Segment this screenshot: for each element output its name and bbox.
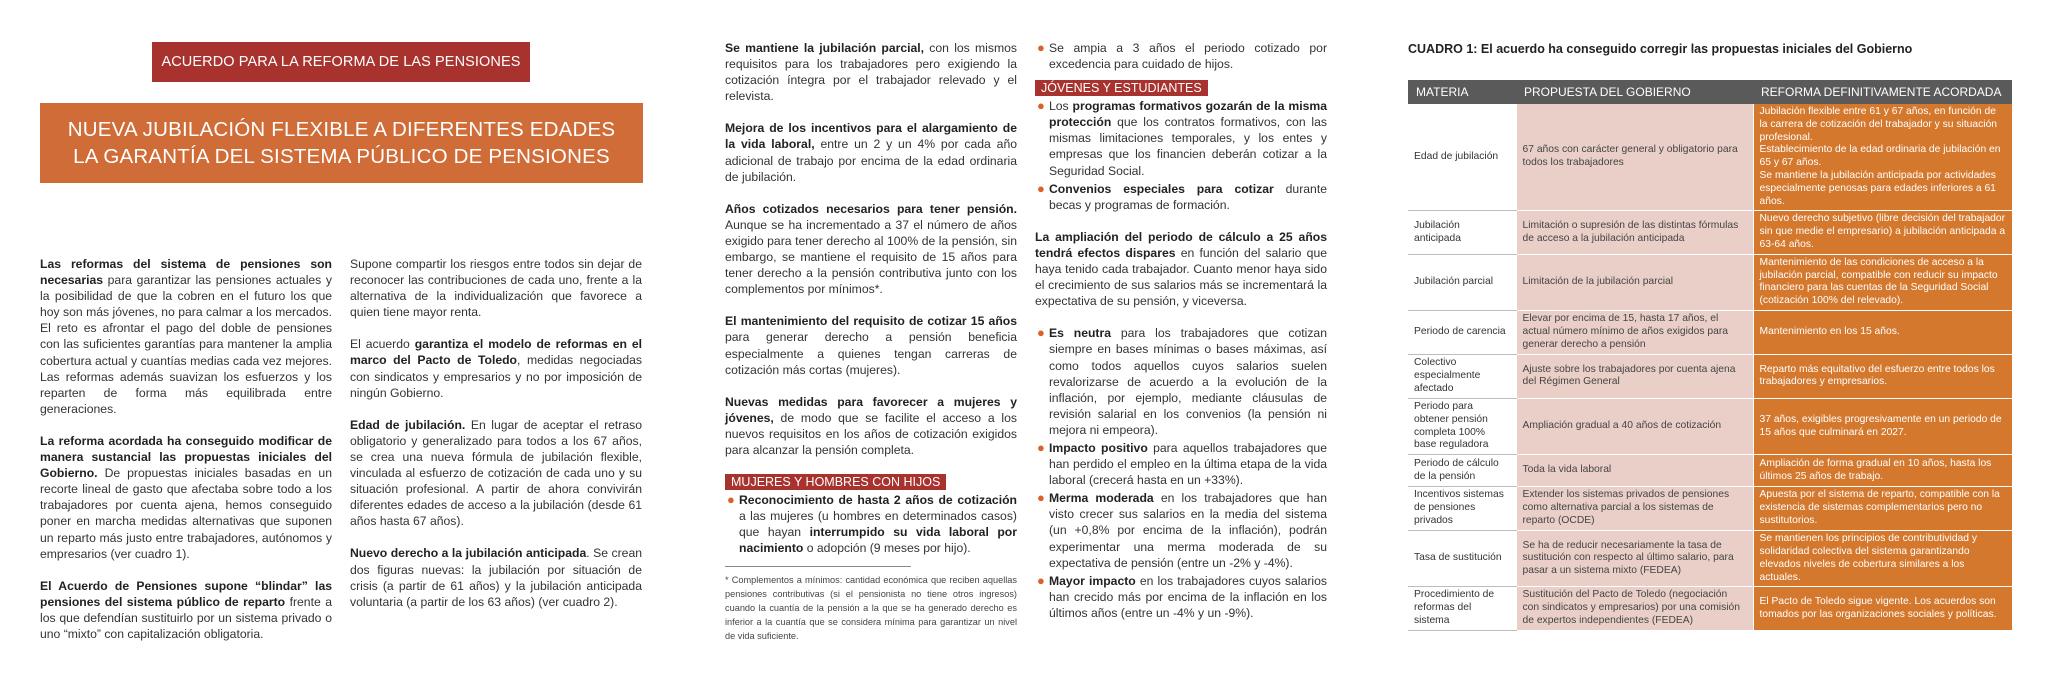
cell-reforma: 37 años, exigibles progresivamente en un periodo de 15 años que culminará en 2027. <box>1753 398 2012 454</box>
table-row <box>1408 587 2012 630</box>
paragraph: Las reformas del sistema de pensiones son necesarias para garantizar las pensiones actuales y la posibilidad de que la cobren en el futuro los que hoy son más jóvenes, no para calmar a los mercados. El reto es afrontar el pago del doble de pensiones con las suficientes garantías para mantener la amplia cobertura actual y cuantías medias cada vez mejores. Las reformas además suavizan los esfuerzos y los reparten de forma más equilibrada entre generaciones. <box>40 257 332 416</box>
footnote: * Complementos a mínimos: cantidad económica que reciben aquellas pensiones contributivas (si el pensionista no tiene otros ingresos) cuando la cuantía de la pensión a la que se ha generado derecho es inferior a la cuantía que se considera mínima para garantizar un nivel de vida suficiente. <box>725 575 1017 642</box>
table-row <box>1408 104 2012 211</box>
paragraph: La reforma acordada ha conseguido modificar de manera sustancial las propuestas iniciales del Gobierno. De propuestas iniciales basadas en un recorte lineal de gasto que afectaba sobre todo a los trabajadores por cuenta ajena, hemos conseguido poner en marcha medidas alternativas que suponen un reparto más justo entre trabajadores, autónomos y empresarios (ver cuadro 1). <box>40 433 332 561</box>
bullet-icon: ● <box>1037 490 1045 506</box>
cell-materia: Edad de jubilación <box>1408 104 1516 211</box>
cell-propuesta: Limitación de la jubilación parcial <box>1516 254 1753 310</box>
bullet-icon: ● <box>1037 98 1045 114</box>
table-row <box>1408 211 2012 254</box>
header-materia: MATERIA <box>1408 80 1516 104</box>
paragraph: Años cotizados necesarios para tener pensión. Aunque se ha incrementado a 37 el número de años exigido para tener derecho al 100% de la pensión, sin embargo, se mantiene el requisito de 15 años para tener derecho a la pensión contributiva junto con los complementos por mínimos*. <box>725 201 1017 297</box>
cell-reforma: Apuesta por el sistema de reparto, compatible con la existencia de sistemas complementarios pero no sustitutorios. <box>1753 487 2012 531</box>
cell-propuesta: Sustitución del Pacto de Toledo (negociación con sindicatos y empresarios) por una comisión de expertos independientes (FEDEA) <box>1516 587 1753 630</box>
list-item: ● Es neutra para los trabajadores que cotizan siempre en bases mínimas o bases máximas, así como todos aquellos cuyos salarios suelen revalorizarse de acuerdo a la evolución de la inflación, por ejemplo, mediante cláusulas de revisión salarial en los convenios (la pensión ni mejora ni empeora). <box>1037 325 1327 437</box>
column-4 <box>1035 40 1327 623</box>
column-2 <box>350 256 642 626</box>
cell-materia: Periodo de cálculo de la pensión <box>1408 455 1516 487</box>
column-3 <box>725 40 1017 643</box>
cell-reforma: Mantenimiento en los 15 años. <box>1753 310 2012 354</box>
cell-reforma: Reparto más equitativo del esfuerzo entre todos los trabajadores y empresarios. <box>1753 354 2012 398</box>
headline-line-2: LA GARANTÍA DEL SISTEMA PÚBLICO DE PENSIONES <box>73 145 610 168</box>
cell-propuesta: Extender los sistemas privados de pensiones como alternativa parcial a los sistemas de reparto (OCDE) <box>1516 487 1753 531</box>
cell-reforma: Jubilación flexible entre 61 y 67 años, en función de la carrera de cotización del trabajador y su situación profesional. Establecimiento de la edad ordinaria de jubilación en 65 y 67 años. Se mantiene la jubilación anticipada por actividades especialmente penosas para edades inferiores a 61 años. <box>1753 104 2012 211</box>
paragraph: Mejora de los incentivos para el alargamiento de la vida laboral, entre un 2 y un 4% por cada año adicional de trabajo por encima de la edad ordinaria de jubilación. <box>725 121 1018 184</box>
cell-materia: Procedimiento de reformas del sistema <box>1408 587 1516 630</box>
table-row <box>1408 354 2012 398</box>
list-item: ● Merma moderada en los trabajadores que han visto crecer sus salarios en la media del sistema (un +0,8% por encima de la inflación), podrán experimentar una merma moderada de su expectativa de pensión (entre un -2% y -4%). <box>1037 490 1327 570</box>
list-item: ● Convenios especiales para cotizar durante becas y programas de formación. <box>1037 180 1327 212</box>
paragraph: Supone compartir los riesgos entre todos sin dejar de reconocer las contribuciones de cada uno, frente a la alternativa de la individualización que favorece a quien tiene mayor renta. <box>350 257 642 320</box>
footnote-divider <box>725 566 911 567</box>
cell-materia: Tasa de sustitución <box>1408 531 1516 587</box>
section-tag: ACUERDO PARA LA REFORMA DE LAS PENSIONES <box>152 42 530 82</box>
bullet-list <box>1035 40 1327 72</box>
section-heading-jovenes: JÓVENES Y ESTUDIANTES <box>1035 80 1208 96</box>
header-reforma: REFORMA DEFINITIVAMENTE ACORDADA <box>1753 80 2012 104</box>
bullet-icon: ● <box>1037 572 1045 588</box>
paragraph: La ampliación del periodo de cálculo a 25 años tendrá efectos dispares en función del salario que haya tenido cada trabajador. Cuanto menor haya sido el crecimiento de sus salarios más se incrementará la expectativa de su pensión, y viceversa. <box>1035 229 1327 309</box>
cell-propuesta: Toda la vida laboral <box>1516 455 1753 487</box>
cell-propuesta: 67 años con carácter general y obligatorio para todos los trabajadores <box>1516 104 1753 211</box>
column-1 <box>40 256 332 658</box>
paragraph: El acuerdo garantiza el modelo de reformas en el marco del Pacto de Toledo, medidas negociadas con sindicatos y empresarios y no por imposición de ningún Gobierno. <box>350 337 642 400</box>
table-row <box>1408 487 2012 531</box>
paragraph: Se mantiene la jubilación parcial, con los mismos requisitos para los trabajadores pero exigiendo la cotización íntegra por el trabajador relevado y el relevista. <box>725 41 1017 104</box>
bullet-icon: ● <box>727 492 735 508</box>
table-header-row <box>1408 80 2012 104</box>
paragraph: El mantenimiento del requisito de cotizar 15 años para generar derecho a pensión beneficia especialmente a quienes tengan carreras de cotización más cortas (mujeres). <box>725 314 1017 377</box>
bullet-list <box>725 492 1017 556</box>
comparison-table <box>1408 80 2012 631</box>
cell-reforma: El Pacto de Toledo sigue vigente. Los acuerdos son tomados por las organizaciones sociales y políticas. <box>1753 587 2012 630</box>
cell-materia: Jubilación parcial <box>1408 254 1516 310</box>
paragraph: El Acuerdo de Pensiones supone “blindar” las pensiones del sistema público de reparto frente a los que defendían sustituirlo por un sistema privado o uno “mixto” con capitalización obligatoria. <box>40 578 332 641</box>
header-propuesta: PROPUESTA DEL GOBIERNO <box>1516 80 1753 104</box>
list-item: ● Los programas formativos gozarán de la misma protección que los contratos formativos, con las mismas limitaciones temporales, y los entes y empresas que los financien deberán cotizar a la Seguridad Social. <box>1037 98 1327 178</box>
cell-reforma: Mantenimiento de las condiciones de acceso a la jubilación parcial, compatible con reducir su impacto financiero para las cuentas de la Seguridad Social (cotización 100% del relevado). <box>1753 254 2012 310</box>
cell-materia: Periodo de carencia <box>1408 310 1516 354</box>
cell-propuesta: Se ha de reducir necesariamente la tasa de sustitución con respecto al último salario, para pasar a un sistema mixto (FEDEA) <box>1516 531 1753 587</box>
cell-reforma: Se mantienen los principios de contributividad y solidaridad colectiva del sistema garantizando elevados niveles de cobertura similares a los actuales. <box>1753 531 2012 587</box>
cell-materia: Incentivos sistemas de pensiones privados <box>1408 487 1516 531</box>
list-item: ● Mayor impacto en los trabajadores cuyos salarios han crecido más por encima de la inflación en los últimos años (entre un -4% y un -9%). <box>1037 572 1327 620</box>
headline-line-1: NUEVA JUBILACIÓN FLEXIBLE A DIFERENTES EDADES <box>67 118 616 141</box>
bullet-icon: ● <box>1037 180 1045 196</box>
cell-propuesta: Elevar por encima de 15, hasta 17 años, el actual número mínimo de años exigidos para generar derecho a pensión <box>1516 310 1753 354</box>
list-item: ● Se ampia a 3 años el periodo cotizado por excedencia para cuidado de hijos. <box>1037 40 1327 72</box>
cell-materia: Colectivo especialmente afectado <box>1408 354 1516 398</box>
paragraph: Edad de jubilación. En lugar de aceptar el retraso obligatorio y generalizado para todos a los 67 años, se crea una nueva fórmula de jubilación flexible, vinculada al esfuerzo de cotización de cada uno y su situación profesional. A partir de ahora convivirán diferentes edades de acceso a la jubilación (desde 61 años hasta 67 años). <box>350 417 642 529</box>
paragraph: Nuevo derecho a la jubilación anticipada. Se crean dos figuras nuevas: la jubilación por situación de crisis (a partir de 61 años) y la jubilación anticipada voluntaria (a partir de los 63 años) (ver cuadro 2). <box>350 546 643 609</box>
cell-materia: Jubilación anticipada <box>1408 211 1516 254</box>
cell-reforma: Ampliación de forma gradual en 10 años, hasta los últimos 25 años de trabajo. <box>1753 455 2012 487</box>
list-item: ● Impacto positivo para aquellos trabajadores que han perdido el empleo en la última etapa de la vida laboral (crecerá hasta en un +33%). <box>1037 439 1327 488</box>
cell-propuesta: Ajuste sobre los trabajadores por cuenta ajena del Régimen General <box>1516 354 1753 398</box>
cell-propuesta: Limitación o supresión de las distintas fórmulas de acceso a la jubilación anticipada <box>1516 211 1753 254</box>
bullet-icon: ● <box>1037 439 1045 455</box>
cell-propuesta: Ampliación gradual a 40 años de cotización <box>1516 398 1753 454</box>
section-heading-mujeres: MUJERES Y HOMBRES CON HIJOS <box>725 474 946 490</box>
table-row <box>1408 254 2012 310</box>
table-title: CUADRO 1: El acuerdo ha conseguido corregir las propuestas iniciales del Gobierno <box>1408 42 1913 56</box>
bullet-list <box>1035 98 1327 213</box>
cell-materia: Periodo para obtener pensión completa 100% base reguladora <box>1408 398 1516 454</box>
table-row <box>1408 398 2012 454</box>
page-headline <box>40 103 643 183</box>
bullet-icon: ● <box>1037 40 1045 55</box>
table-row <box>1408 310 2012 354</box>
paragraph: Nuevas medidas para favorecer a mujeres y jóvenes, de modo que se facilite el acceso a los nuevos requisitos en los años de cotización exigidos para alcanzar la pensión completa. <box>725 394 1017 457</box>
cell-reforma: Nuevo derecho subjetivo (libre decisión del trabajador sin que medie el empresario) a jubilación anticipada a 63-64 años. <box>1753 211 2012 254</box>
list-item: ● Reconocimiento de hasta 2 años de cotización a las mujeres (u hombres en determinados casos) que hayan interrumpido su vida laboral por nacimiento o adopción (9 meses por hijo). <box>727 492 1017 556</box>
bullet-list <box>1035 325 1327 621</box>
bullet-icon: ● <box>1037 325 1045 341</box>
table-row <box>1408 455 2012 487</box>
table-row <box>1408 531 2012 587</box>
